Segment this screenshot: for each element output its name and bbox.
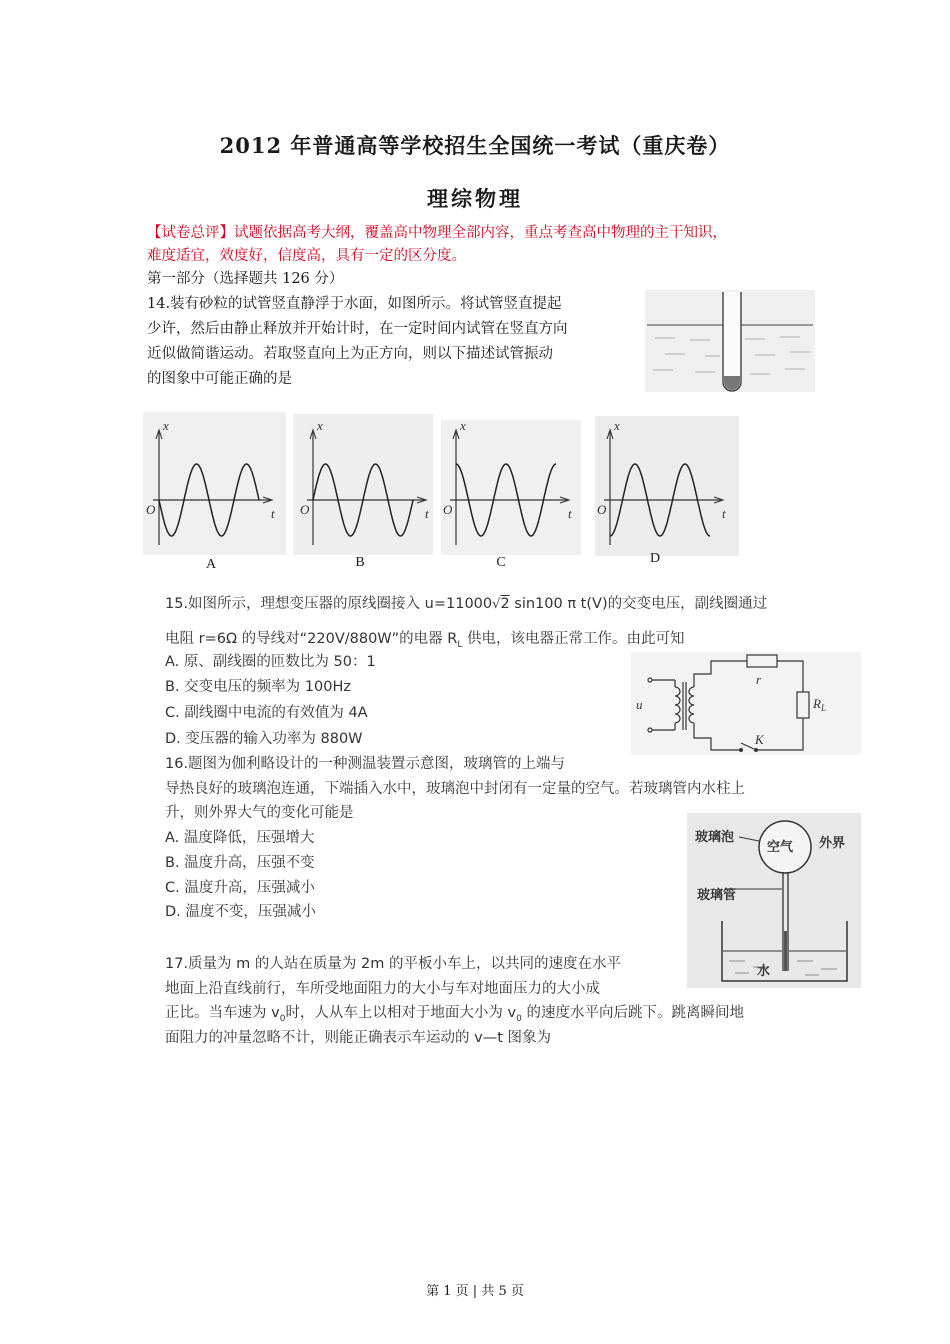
option-b-label: B <box>355 555 365 570</box>
q16-option-d: D. 温度不变，压强减小 <box>165 904 316 920</box>
graph-c-x-label: x <box>460 418 466 433</box>
k-label: K <box>755 732 764 747</box>
transformer-circuit-figure <box>631 652 861 755</box>
graph-a-origin-label: O <box>146 502 156 517</box>
bulb-label: 玻璃泡 <box>695 829 735 844</box>
r-label: r <box>756 672 762 687</box>
part-heading: 第一部分（选择题共 126 分） <box>147 271 344 287</box>
review-line-1: 【试卷总评】试题依据高考大纲，覆盖高中物理全部内容，重点考查高中物理的主干知识， <box>147 225 727 241</box>
page-title: 2012 年普通高等学校招生全国统一考试（重庆卷） <box>219 133 731 158</box>
graph-b-origin-label: O <box>300 502 310 517</box>
q15-option-a: A. 原、副线圈的匝数比为 50：1 <box>165 654 376 670</box>
graph-b-t-label: t <box>425 506 429 521</box>
graph-b-x-label: x <box>317 418 323 433</box>
q16-option-c: C. 温度升高，压强减小 <box>165 880 315 896</box>
page-footer: 第 1 页 | 共 5 页 <box>426 1284 524 1299</box>
review-line-2: 难度适宜，效度好，信度高，具有一定的区分度。 <box>147 248 466 264</box>
graph-a-x-label: x <box>163 418 169 433</box>
u-label: u <box>636 697 643 712</box>
option-a-label: A <box>205 557 217 572</box>
graph-d-x-label: x <box>614 418 620 433</box>
graph-d-t-label: t <box>722 506 726 521</box>
q14-line-3: 近似做简谐运动。若取竖直向上为正方向，则以下描述试管振动 <box>147 346 553 362</box>
option-c-label: C <box>496 555 506 570</box>
q15-line-2: 电阻 r=6Ω 的导线对“220V/880W”的电器 $R_L$ 供电，该电器正常工作。由此可知 <box>165 631 685 650</box>
page-subtitle: 理综物理 <box>427 186 523 211</box>
q16-option-a: A. 温度降低，压强增大 <box>165 830 315 846</box>
air-label: 空气 <box>767 839 794 854</box>
tube-label: 玻璃管 <box>697 887 737 902</box>
q16-line-2: 导热良好的玻璃泡连通，下端插入水中，玻璃泡中封闭有一定量的空气。若玻璃管内水柱上 <box>165 781 745 797</box>
q15-option-d: D. 变压器的输入功率为 880W <box>165 731 363 747</box>
q17-line-1: 17.质量为 m 的人站在质量为 2m 的平板小车上，以共同的速度在水平 <box>165 956 621 972</box>
graph-a-t-label: t <box>271 506 275 521</box>
q15-option-c: C. 副线圈中电流的有效值为 4A <box>165 705 368 721</box>
q16-line-3: 升，则外界大气的变化可能是 <box>165 805 354 821</box>
graph-d-origin-label: O <box>597 502 607 517</box>
option-d-label: D <box>649 551 661 566</box>
rl-label: $R_L$ <box>813 696 826 713</box>
outside-label: 外界 <box>819 835 846 850</box>
q14-line-4: 的图象中可能正确的是 <box>147 371 292 387</box>
q17-line-2: 地面上沿直线前行，车所受地面阻力的大小与车对地面压力的大小成 <box>165 981 600 997</box>
graph-c-t-label: t <box>568 506 572 521</box>
galileo-thermoscope-figure <box>687 813 861 988</box>
q16-line-1: 16.题图为伽利略设计的一种测温装置示意图，玻璃管的上端与 <box>165 756 566 772</box>
test-tube-figure <box>645 290 815 392</box>
q14-line-2: 少许，然后由静止释放并开始计时，在一定时间内试管在竖直方向 <box>147 321 568 337</box>
q15-line-1: 15.如图所示，理想变压器的原线圈接入 u=11000√2 sin100 π t(V)的交变电压，副线圈通过 <box>165 596 768 612</box>
water-label: 水 <box>757 963 771 978</box>
q15-option-b: B. 交变电压的频率为 100Hz <box>165 679 351 695</box>
q14-line-1: 14.装有砂粒的试管竖直静浮于水面，如图所示。将试管竖直提起 <box>147 296 562 312</box>
graph-c-origin-label: O <box>443 502 453 517</box>
q16-option-b: B. 温度升高，压强不变 <box>165 855 315 871</box>
q17-line-4: 面阻力的冲量忽略不计，则能正确表示车运动的 v—t 图象为 <box>165 1030 551 1046</box>
q17-line-3: 正比。当车速为 $v_0$时，人从车上以相对于地面大小为 $v_0$ 的速度水平向后跳下。跳离瞬间地 <box>165 1005 744 1024</box>
